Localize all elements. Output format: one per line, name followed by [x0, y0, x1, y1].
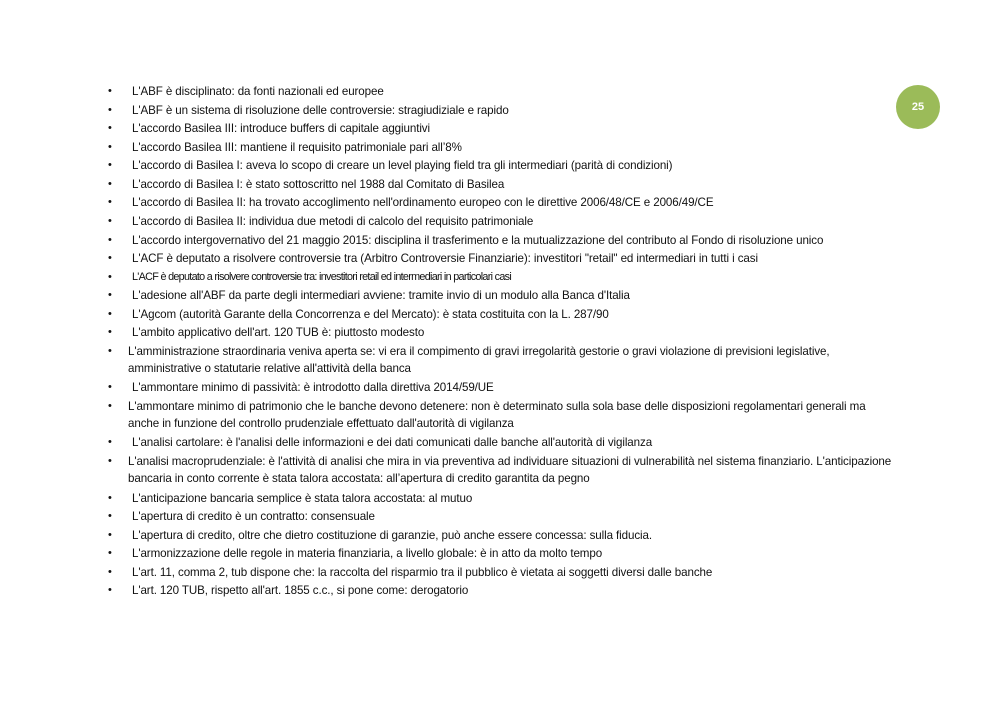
- bullet-icon: •: [108, 400, 112, 412]
- bullet-icon: •: [108, 345, 112, 357]
- bullet-icon: •: [108, 85, 112, 97]
- bullet-icon: •: [108, 215, 112, 227]
- bullet-icon: •: [108, 196, 112, 208]
- bullet-icon: •: [108, 584, 112, 596]
- bullet-icon: •: [108, 436, 112, 448]
- bullet-icon: •: [108, 492, 112, 504]
- bullet-icon: •: [108, 326, 112, 338]
- bullet-icon: •: [108, 159, 112, 171]
- bullet-icon: •: [108, 252, 112, 264]
- bullet-icon: •: [108, 289, 112, 301]
- bullet-icon: •: [108, 529, 112, 541]
- bullet-icon: •: [108, 566, 112, 578]
- bullet-icon: •: [108, 308, 112, 320]
- bullet-icon: •: [108, 141, 112, 153]
- bullet-icon: •: [108, 104, 112, 116]
- page-number-badge: 25: [896, 85, 940, 129]
- bullet-icon: •: [108, 234, 112, 246]
- bullet-icon: •: [108, 455, 112, 467]
- bullet-icon: •: [108, 178, 112, 190]
- bullet-icon: •: [108, 381, 112, 393]
- bullet-icon: •: [108, 271, 112, 283]
- bullet-icon: •: [108, 510, 112, 522]
- bullet-icon: •: [108, 122, 112, 134]
- bullet-icon: •: [108, 547, 112, 559]
